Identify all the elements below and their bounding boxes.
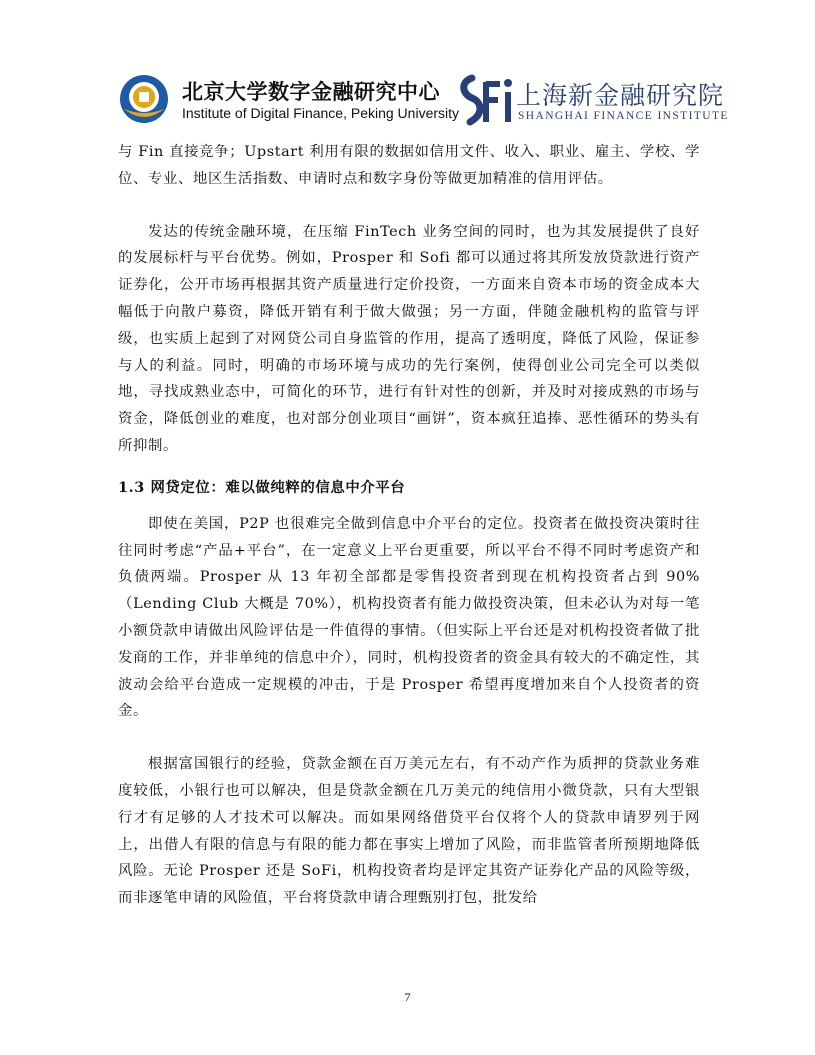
- page-header: [118, 70, 738, 130]
- paragraph-3: 即使在美国，P2P 也很难完全做到信息中介平台的定位。投资者在做投资决策时往往同时考虑“产品+平台”，在一定意义上平台更重要，所以平台不得不同时考虑资产和负债两端。Prosper 从 13 年初全部都是零售投资者到现在机构投资者占到 90%（Lending Club 大概是 70%），机构投资者有能力做投资决策，但未必认为对每一笔小额贷款申请做出风险评估是一件值得的事情。（但实际上平台还是对机构投资者做了批发商的工作，并非单纯的信息中介），同时，机构投资者的资金具有较大的不确定性，其波动会给平台造成一定规模的冲击，于是 Prosper 希望再度增加来自个人投资者的资金。: [118, 515, 700, 720]
- pku-name-cn: 北京大学数字金融研究中心: [182, 80, 440, 104]
- sfi-logo-icon: [458, 72, 516, 128]
- pku-name-en: Institute of Digital Finance, Peking University: [182, 105, 460, 121]
- sfi-name-en: SHANGHAI FINANCE INSTITUTE: [518, 110, 729, 122]
- paragraph-2: 发达的传统金融环境，在压缩 FinTech 业务空间的同时，也为其发展提供了良好的发展标杆与平台优势。例如，Prosper 和 Sofi 都可以通过将其所发放贷款进行资产证券化，公开市场再根据其资产质量进行定价投资，一方面来自资本市场的资金成本大幅低于向散户募资，降低开销有利于做大做强；另一方面，伴随金融机构的监管与评级，也实质上起到了对网贷公司自身监管的作用，提高了透明度，降低了风险，保证参与人的利益。同时，明确的市场环境与成功的先行案例，使得创业公司完全可以类似地，寻找成熟业态中，可简化的环节，进行有针对性的创新，并及时对接成熟的市场与资金，降低创业的难度，也对部分创业项目“画饼”，资本疯狂追捧、恶性循环的势头有所抑制。: [118, 223, 700, 454]
- document-body: [118, 139, 700, 912]
- page-number: 7: [404, 990, 411, 1004]
- section-heading: 1.3 网贷定位：难以做纯粹的信息中介平台: [118, 478, 406, 496]
- paragraph-4: 根据富国银行的经验，贷款金额在百万美元左右，有不动产作为质押的贷款业务难度较低，小银行也可以解决，但是贷款金额在几万美元的纯信用小微贷款，只有大型银行才有足够的人才技术可以解决。而如果网络借贷平台仅将个人的贷款申请罗列于网上，出借人有限的信息与有限的能力都在事实上增加了风险，而非监管者所预期地降低风险。无论 Prosper 还是 SoFi，机构投资者均是评定其资产证券化产品的风险等级，而非逐笔申请的风险值，平台将贷款申请合理甄别打包，批发给: [118, 756, 700, 907]
- paragraph-1: 与 Fin 直接竞争；Upstart 利用有限的数据如信用文件、收入、职业、雇主、学校、学位、专业、地区生活指数、申请时点和数字身份等做更加精准的信用评估。: [118, 144, 700, 187]
- sfi-name-cn: 上海新金融研究院: [516, 81, 725, 110]
- pku-idf-logo-icon: [118, 73, 170, 125]
